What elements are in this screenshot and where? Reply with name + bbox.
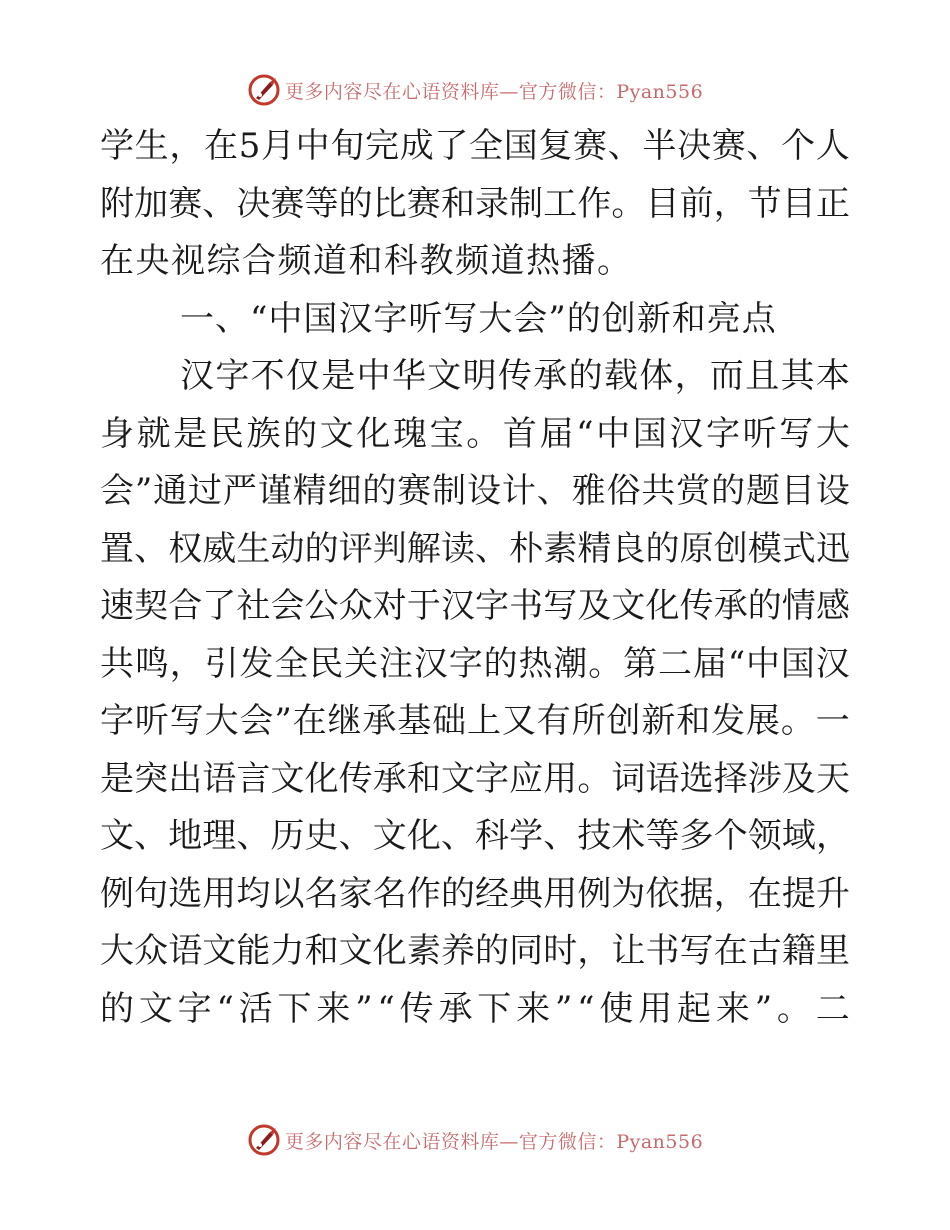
paragraph-line: 是 突 出 语 言 文 化 传 承 和 文 字 应 用 。 词 语 选 择 涉 及 天: [100, 758, 850, 799]
paragraph-line: 会 ” 通 过 严 谨 精 细 的 赛 制 设 计 、 雅 俗 共 赏 的 题 目 设: [100, 471, 850, 511]
paragraph-line: 例 句 选 用 均 以 名 家 名 作 的 经 典 用 例 为 依 据 ， 在 提 升: [100, 873, 850, 914]
quill-logo-icon: [247, 73, 281, 107]
paragraph-line: 汉 字 不 仅 是 中 华 文 明 传 承 的 载 体 ， 而 且 其 本: [180, 356, 850, 396]
footer-watermark-text: 更多内容尽在心语资料库—官方微信：Pyan556: [284, 1130, 704, 1153]
paragraph-line: 速 契 合 了 社 会 公 众 对 于 汉 字 书 写 及 文 化 传 承 的 情 感: [100, 586, 850, 626]
document-body: [100, 118, 850, 1038]
paragraph-line: 文 、 地 理 、 历 史 、 文 化 、 科 学 、 技 术 等 多 个 领 域 ，: [100, 816, 850, 856]
paragraph-line: 身 就 是 民 族 的 文 化 瑰 宝 。 首 届 “ 中 国 汉 字 听 写 大: [100, 413, 850, 454]
paragraph-line: 字 听 写 大 会 ” 在 继 承 基 础 上 又 有 所 创 新 和 发 展 。 一: [100, 701, 850, 741]
paragraph-line: 学 生 ， 在 5 月 中 旬 完 成 了 全 国 复 赛 、 半 决 赛 、 个 人: [100, 126, 850, 166]
section-heading: 一、“中国汉字听写大会”的创新和亮点: [180, 298, 777, 339]
paragraph-line: 的 文 字 “ 活 下 来 ” “ 传 承 下 来 ” “ 使 用 起 来 ” 。 二: [100, 988, 850, 1029]
footer-watermark: [0, 1120, 950, 1160]
paragraph-line: 附 加 赛 、 决 赛 等 的 比 赛 和 录 制 工 作 。 目 前 ， 节 目 正: [100, 183, 850, 224]
header-watermark: [0, 70, 950, 110]
quill-logo-icon: [247, 1123, 281, 1157]
header-watermark-text: 更多内容尽在心语资料库—官方微信：Pyan556: [284, 80, 704, 103]
paragraph-line: 大 众 语 文 能 力 和 文 化 素 养 的 同 时 ， 让 书 写 在 古 籍 里: [100, 931, 850, 971]
paragraph-line: 共 鸣 ， 引 发 全 民 关 注 汉 字 的 热 潮 。 第 二 届 “ 中 国 汉: [100, 643, 850, 684]
paragraph-line: 置 、 权 威 生 动 的 评 判 解 读 、 朴 素 精 良 的 原 创 模 式 迅: [100, 528, 850, 569]
paragraph-line: 在央视综合频道和科教频道热播。: [100, 241, 633, 281]
